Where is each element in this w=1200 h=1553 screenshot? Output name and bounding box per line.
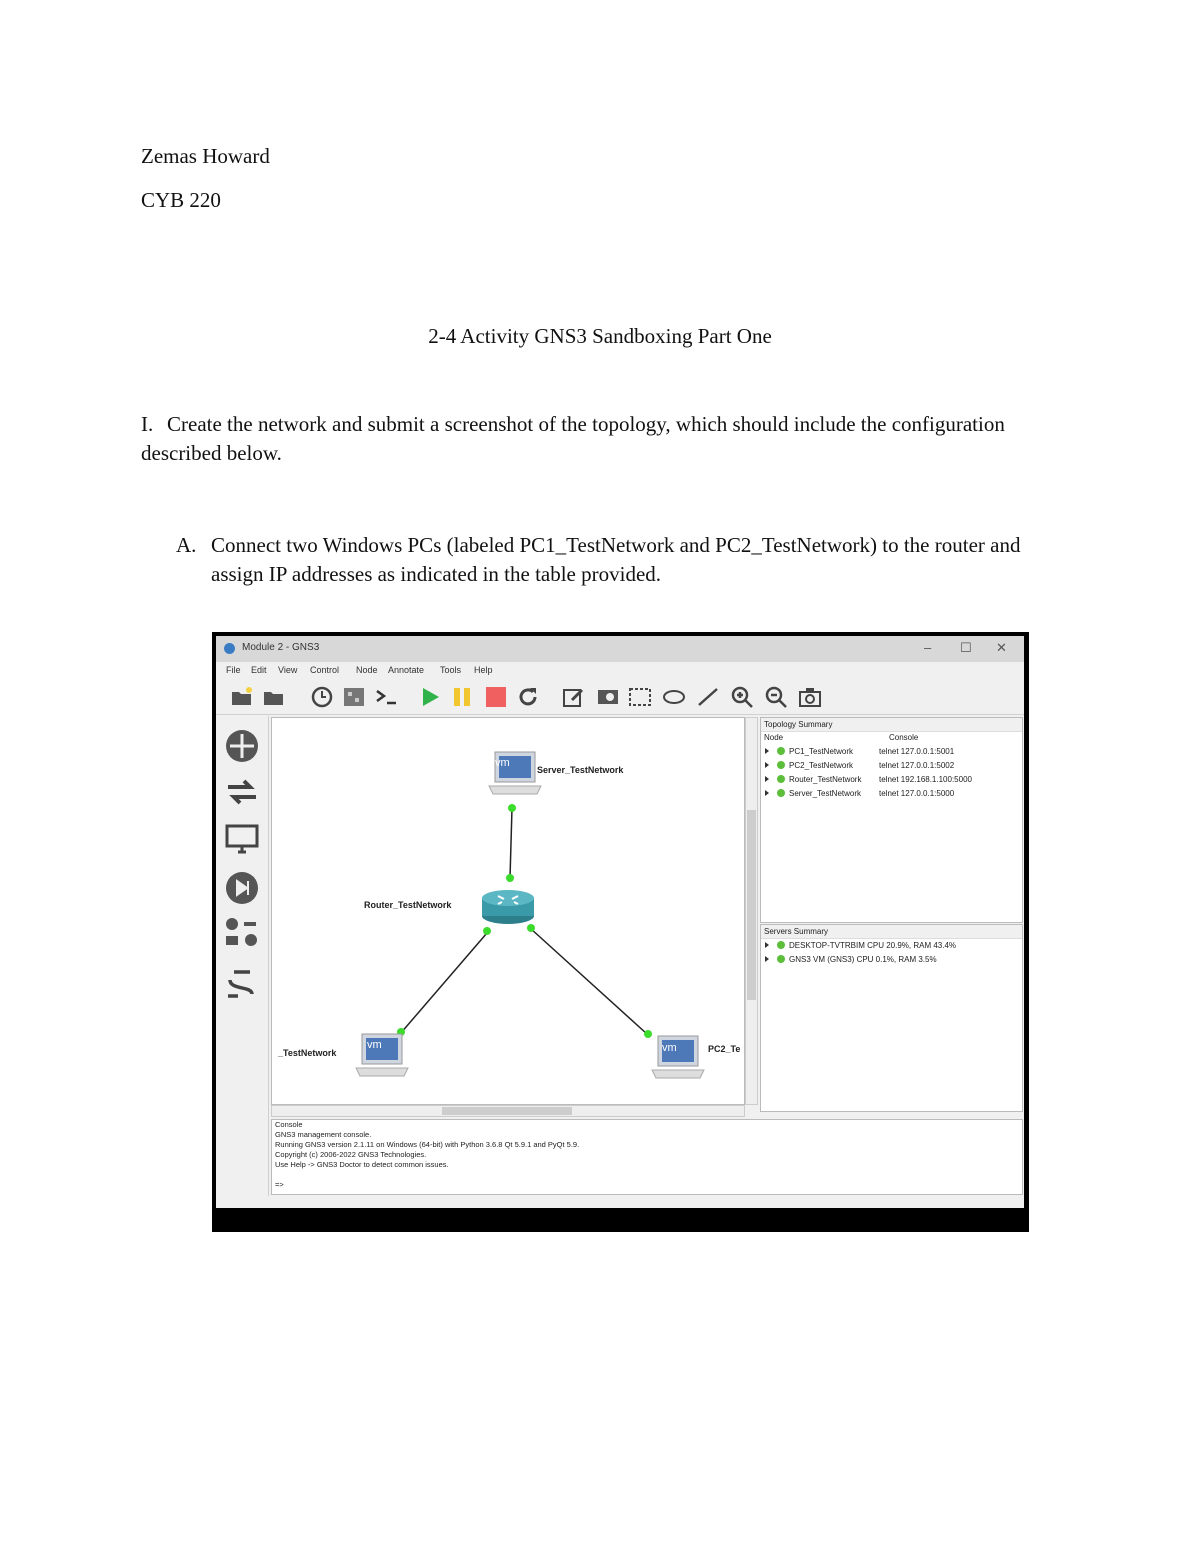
router-icon[interactable]	[480, 886, 536, 926]
maximize-button[interactable]: ☐	[960, 640, 972, 655]
pc2-laptop-icon[interactable]	[650, 1034, 706, 1082]
server-row[interactable]: GNS3 VM (GNS3) CPU 0.1%, RAM 3.5%	[761, 955, 937, 968]
stop-all-icon[interactable]	[484, 686, 508, 708]
canvas-horizontal-scrollbar[interactable]	[271, 1105, 745, 1117]
gns3-window	[216, 636, 1024, 1208]
draw-ellipse-icon[interactable]	[662, 686, 686, 708]
pc1-node-label[interactable]: _TestNetwork	[278, 1048, 337, 1058]
menu-tools[interactable]: Tools	[440, 665, 462, 675]
zoom-out-icon[interactable]	[764, 686, 788, 708]
topology-col-console: Console	[889, 733, 919, 742]
menu-control[interactable]: Control	[310, 665, 340, 675]
start-all-icon[interactable]	[418, 686, 442, 708]
console-line: Copyright (c) 2006-2022 GNS3 Technologies.	[275, 1150, 427, 1159]
end-devices-icon[interactable]	[224, 822, 260, 858]
gns3-screenshot	[212, 632, 1029, 1232]
menu-view[interactable]: View	[278, 665, 298, 675]
console-line: Use Help -> GNS3 Doctor to detect common issues.	[275, 1160, 449, 1169]
topology-canvas[interactable]	[271, 717, 745, 1105]
console-line: Running GNS3 version 2.1.11 on Windows (64-bit) with Python 3.6.8 Qt 5.9.1 and PyQt 5.9.	[275, 1140, 580, 1149]
gns3-logo-icon	[224, 643, 235, 654]
add-link-icon[interactable]	[224, 964, 260, 1000]
topology-summary-panel	[760, 717, 1023, 923]
item-a	[176, 531, 1046, 589]
pause-all-icon[interactable]	[450, 686, 474, 708]
screenshot-bottom-border	[212, 1208, 1029, 1232]
topology-summary-title: Topology Summary	[764, 720, 833, 729]
reload-all-icon[interactable]	[516, 686, 540, 708]
server-row[interactable]: DESKTOP-TVTRBIM CPU 20.9%, RAM 43.4%	[761, 941, 956, 954]
minimize-button[interactable]: –	[924, 640, 932, 655]
course-code: CYB 220	[141, 188, 221, 212]
server-vm-badge: vm	[495, 757, 510, 769]
screenshot-icon[interactable]	[798, 686, 822, 708]
console-line: GNS3 management console.	[275, 1130, 372, 1139]
open-project-icon[interactable]	[230, 686, 254, 708]
menu-edit[interactable]: Edit	[251, 665, 267, 675]
topology-row[interactable]: Server_TestNetwork telnet 127.0.0.1:5000	[761, 789, 954, 802]
section-i	[141, 410, 1041, 468]
security-devices-icon[interactable]	[224, 870, 260, 906]
draw-line-icon[interactable]	[696, 686, 720, 708]
console-title: Console	[275, 1120, 303, 1129]
item-a-text: Connect two Windows PCs (labeled PC1_TestNetwork and PC2_TestNetwork) to the router and assign IP addresses as indicated in the table provided.	[211, 533, 1021, 586]
menu-annotate[interactable]: Annotate	[388, 665, 425, 675]
snapshot-grid-icon[interactable]	[342, 686, 366, 708]
menu-bar	[216, 662, 1024, 678]
topology-col-node: Node	[764, 733, 784, 742]
pc2-vm-badge: vm	[662, 1042, 677, 1054]
clock-icon[interactable]	[310, 686, 334, 708]
menu-node[interactable]: Node	[356, 665, 378, 675]
server-node-label[interactable]: Server_TestNetwork	[537, 765, 624, 775]
menu-file[interactable]: File	[226, 665, 241, 675]
link-endpoint	[508, 804, 516, 812]
window-titlebar	[216, 636, 1024, 662]
console-all-icon[interactable]	[374, 686, 398, 708]
routers-icon[interactable]	[224, 728, 260, 764]
folder-icon[interactable]	[262, 686, 286, 708]
servers-summary-title: Servers Summary	[764, 927, 829, 936]
draw-rectangle-icon[interactable]	[628, 686, 652, 708]
author-name: Zemas Howard	[141, 144, 270, 168]
switches-icon[interactable]	[224, 774, 260, 810]
router-node-label[interactable]: Router_TestNetwork	[364, 900, 452, 910]
toolbar	[216, 680, 1024, 715]
link-endpoint	[506, 874, 514, 882]
device-sidebar	[216, 716, 269, 1196]
close-button[interactable]: ✕	[996, 640, 1007, 655]
section-i-text: Create the network and submit a screenshot of the topology, which should include the configuration described below.	[141, 412, 1005, 465]
pc1-vm-badge: vm	[367, 1039, 382, 1051]
menu-help[interactable]: Help	[474, 665, 493, 675]
topology-row[interactable]: Router_TestNetwork telnet 192.168.1.100:5000	[761, 775, 972, 788]
canvas-vertical-scrollbar[interactable]	[745, 717, 758, 1105]
console-prompt[interactable]: =>	[275, 1180, 284, 1189]
insert-image-icon[interactable]	[596, 686, 620, 708]
zoom-in-icon[interactable]	[730, 686, 754, 708]
pc2-node-label[interactable]: PC2_Te	[708, 1044, 741, 1054]
topology-row[interactable]: PC2_TestNetwork telnet 127.0.0.1:5002	[761, 761, 954, 774]
section-i-number: I.	[141, 412, 154, 436]
servers-summary-panel	[760, 924, 1023, 1112]
console-panel[interactable]	[271, 1119, 1023, 1195]
pc1-laptop-icon[interactable]	[354, 1032, 410, 1080]
item-a-number: A.	[176, 533, 197, 557]
window-title: Module 2 - GNS3	[242, 642, 320, 653]
page-title: 2-4 Activity GNS3 Sandboxing Part One	[428, 324, 772, 348]
add-note-icon[interactable]	[562, 686, 586, 708]
all-devices-icon[interactable]	[224, 916, 260, 952]
topology-row[interactable]: PC1_TestNetwork telnet 127.0.0.1:5001	[761, 747, 954, 760]
link-endpoint	[483, 927, 491, 935]
